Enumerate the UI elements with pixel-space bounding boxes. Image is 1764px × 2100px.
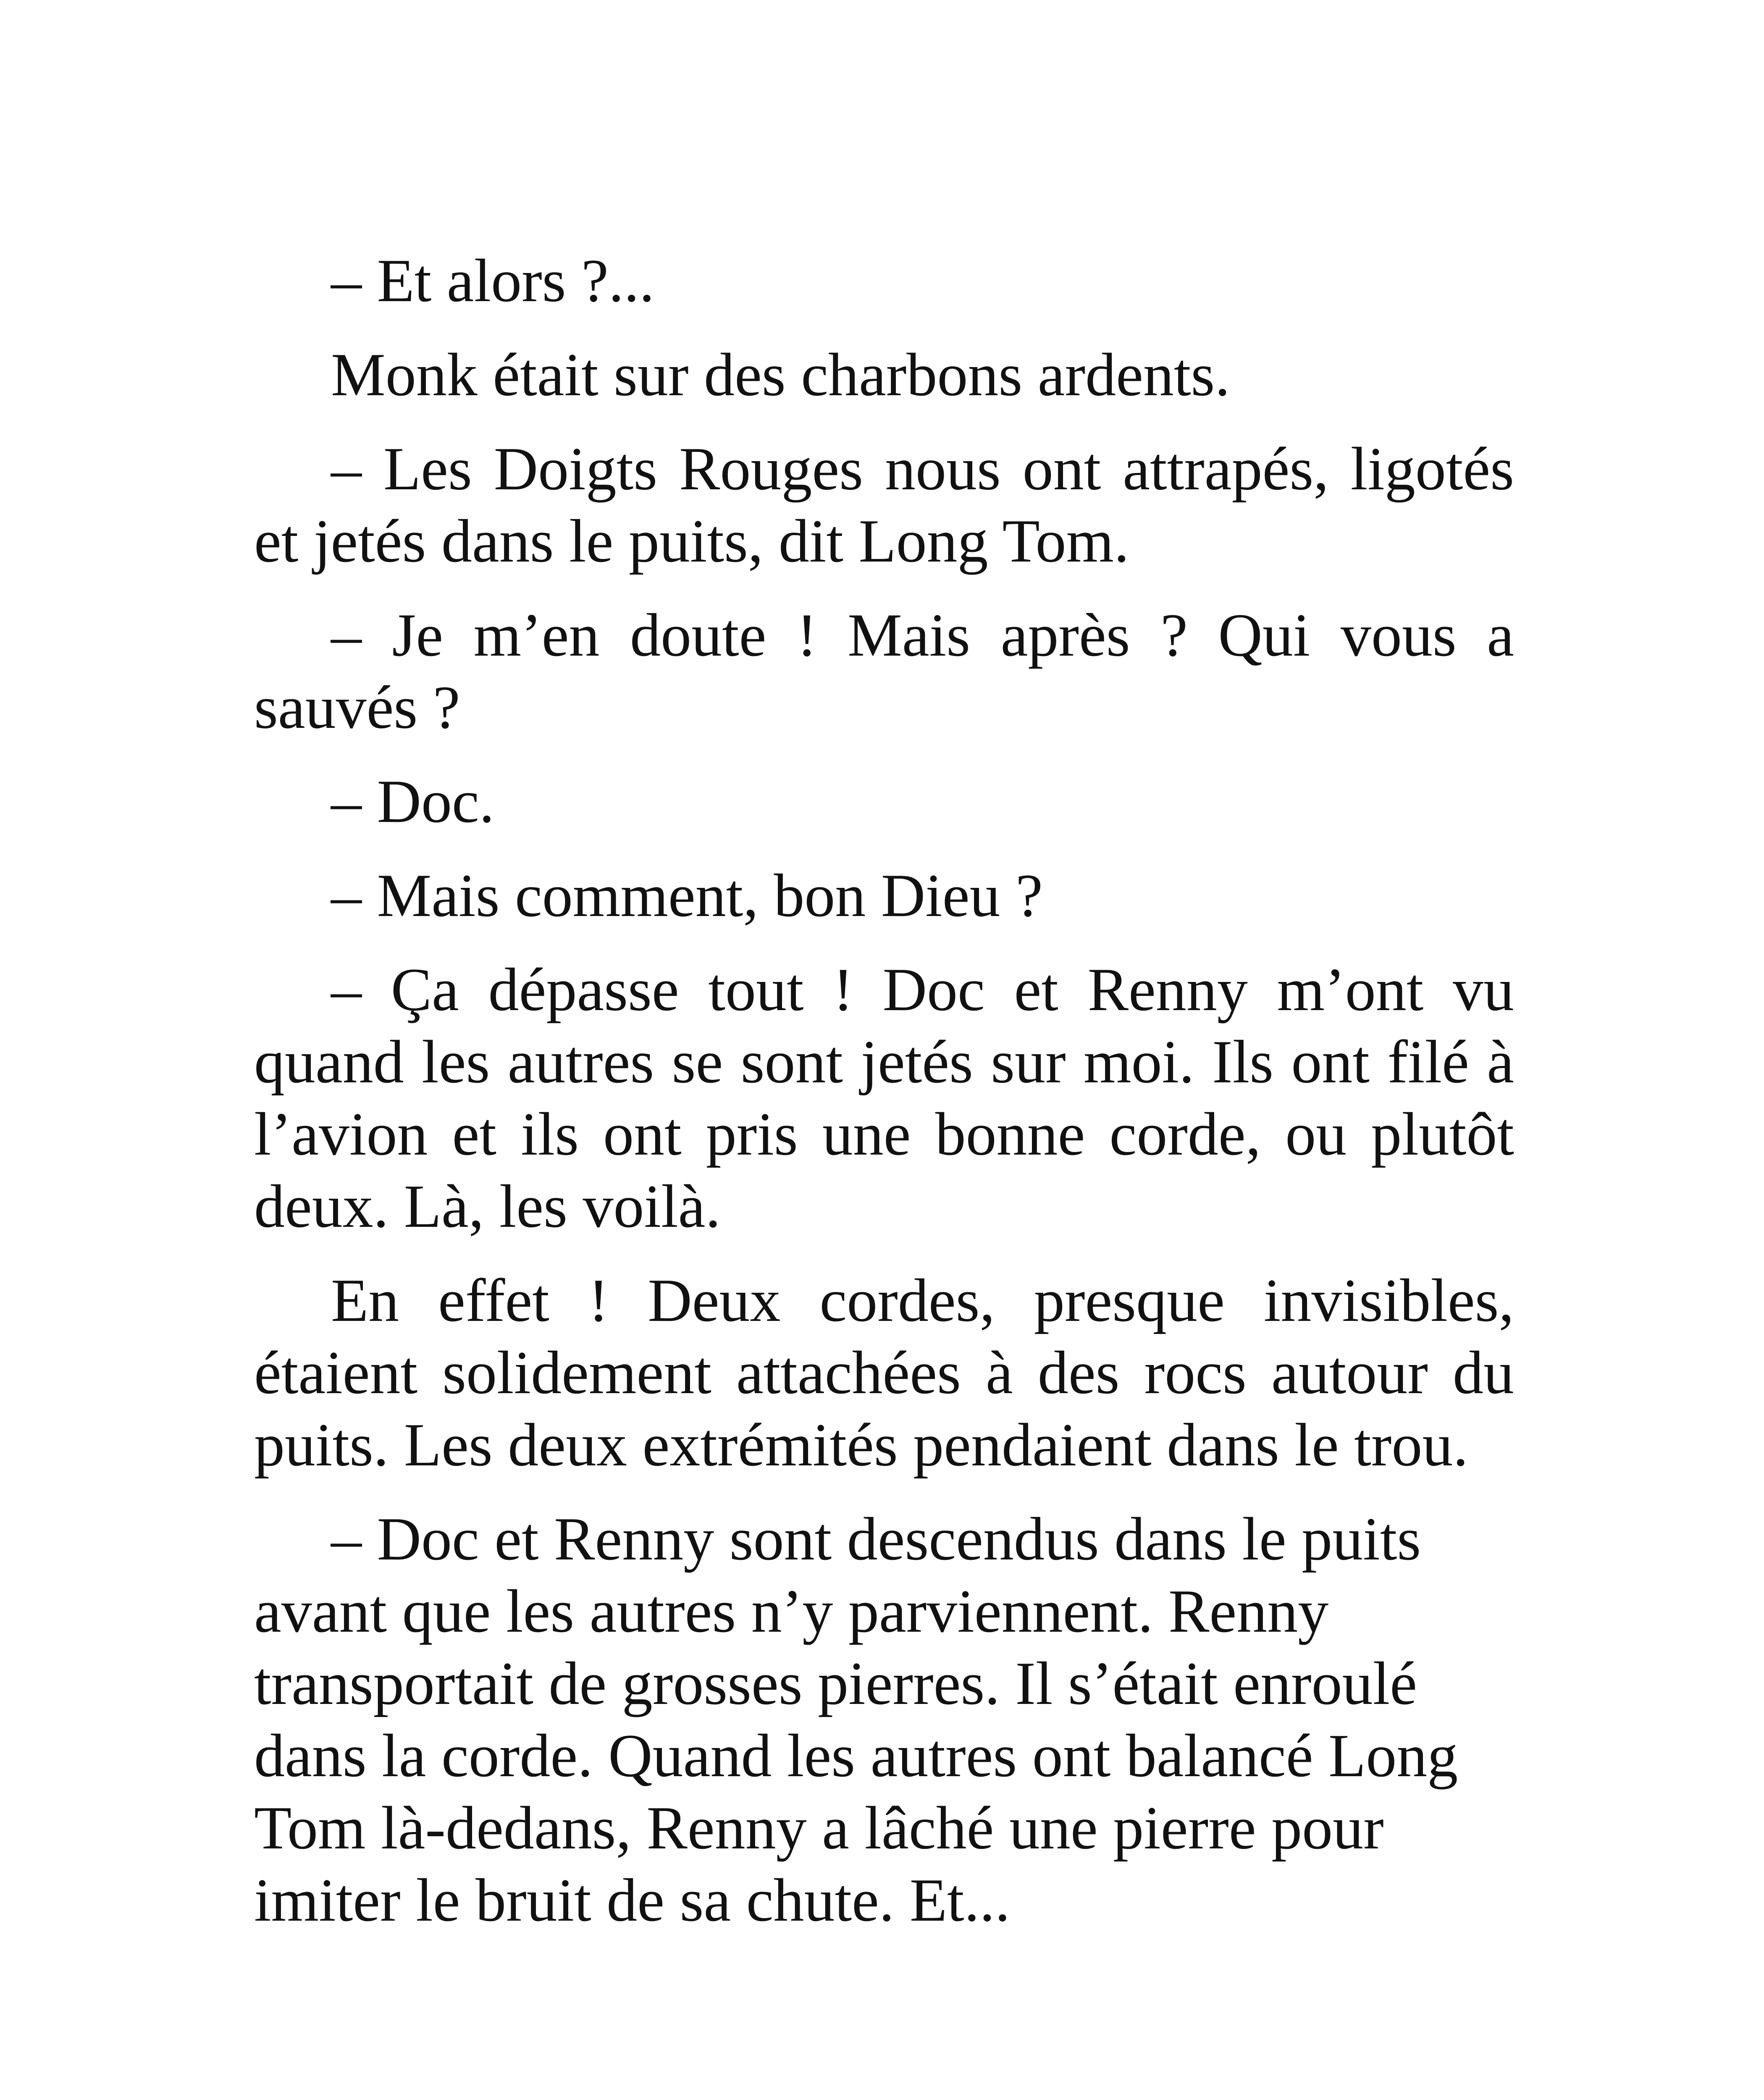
paragraph-7: – Ça dépasse tout ! Doc et Renny m’ont vu quand les autres se sont jetés sur moi. Ils ont filé à l’avion et ils ont pris une bonne corde, ou plutôt deux. Là, les voilà. [254, 956, 1514, 1240]
paragraph-9: – Doc et Renny sont descendus dans le puits avant que les autres n’y parviennent. Renny transportait de grosses pierres. Il s’était enroulé dans la corde. Quand les autres ont balancé Long Tom là-dedans, Renny a lâché une pierre pour imiter le bruit de sa chute. Et... [254, 1505, 1458, 1934]
paragraph-3: – Les Doigts Rouges nous ont attrapés, ligotés et jetés dans le puits, dit Long Tom. [254, 435, 1514, 575]
paragraph-2: Monk était sur des charbons ardents. [331, 341, 1230, 409]
body-text [254, 244, 1514, 1958]
paragraph-1: – Et alors ?... [331, 247, 655, 315]
paragraph-6: – Mais comment, bon Dieu ? [331, 861, 1043, 929]
paragraph-4: – Je m’en doute ! Mais après ? Qui vous a sauvés ? [254, 601, 1514, 741]
paragraph-5: – Doc. [331, 767, 495, 835]
paragraph-8: En effet ! Deux cordes, presque invisibles, étaient solidement attachées à des rocs autour du puits. Les deux extrémités pendaient dans le trou. [254, 1266, 1514, 1479]
